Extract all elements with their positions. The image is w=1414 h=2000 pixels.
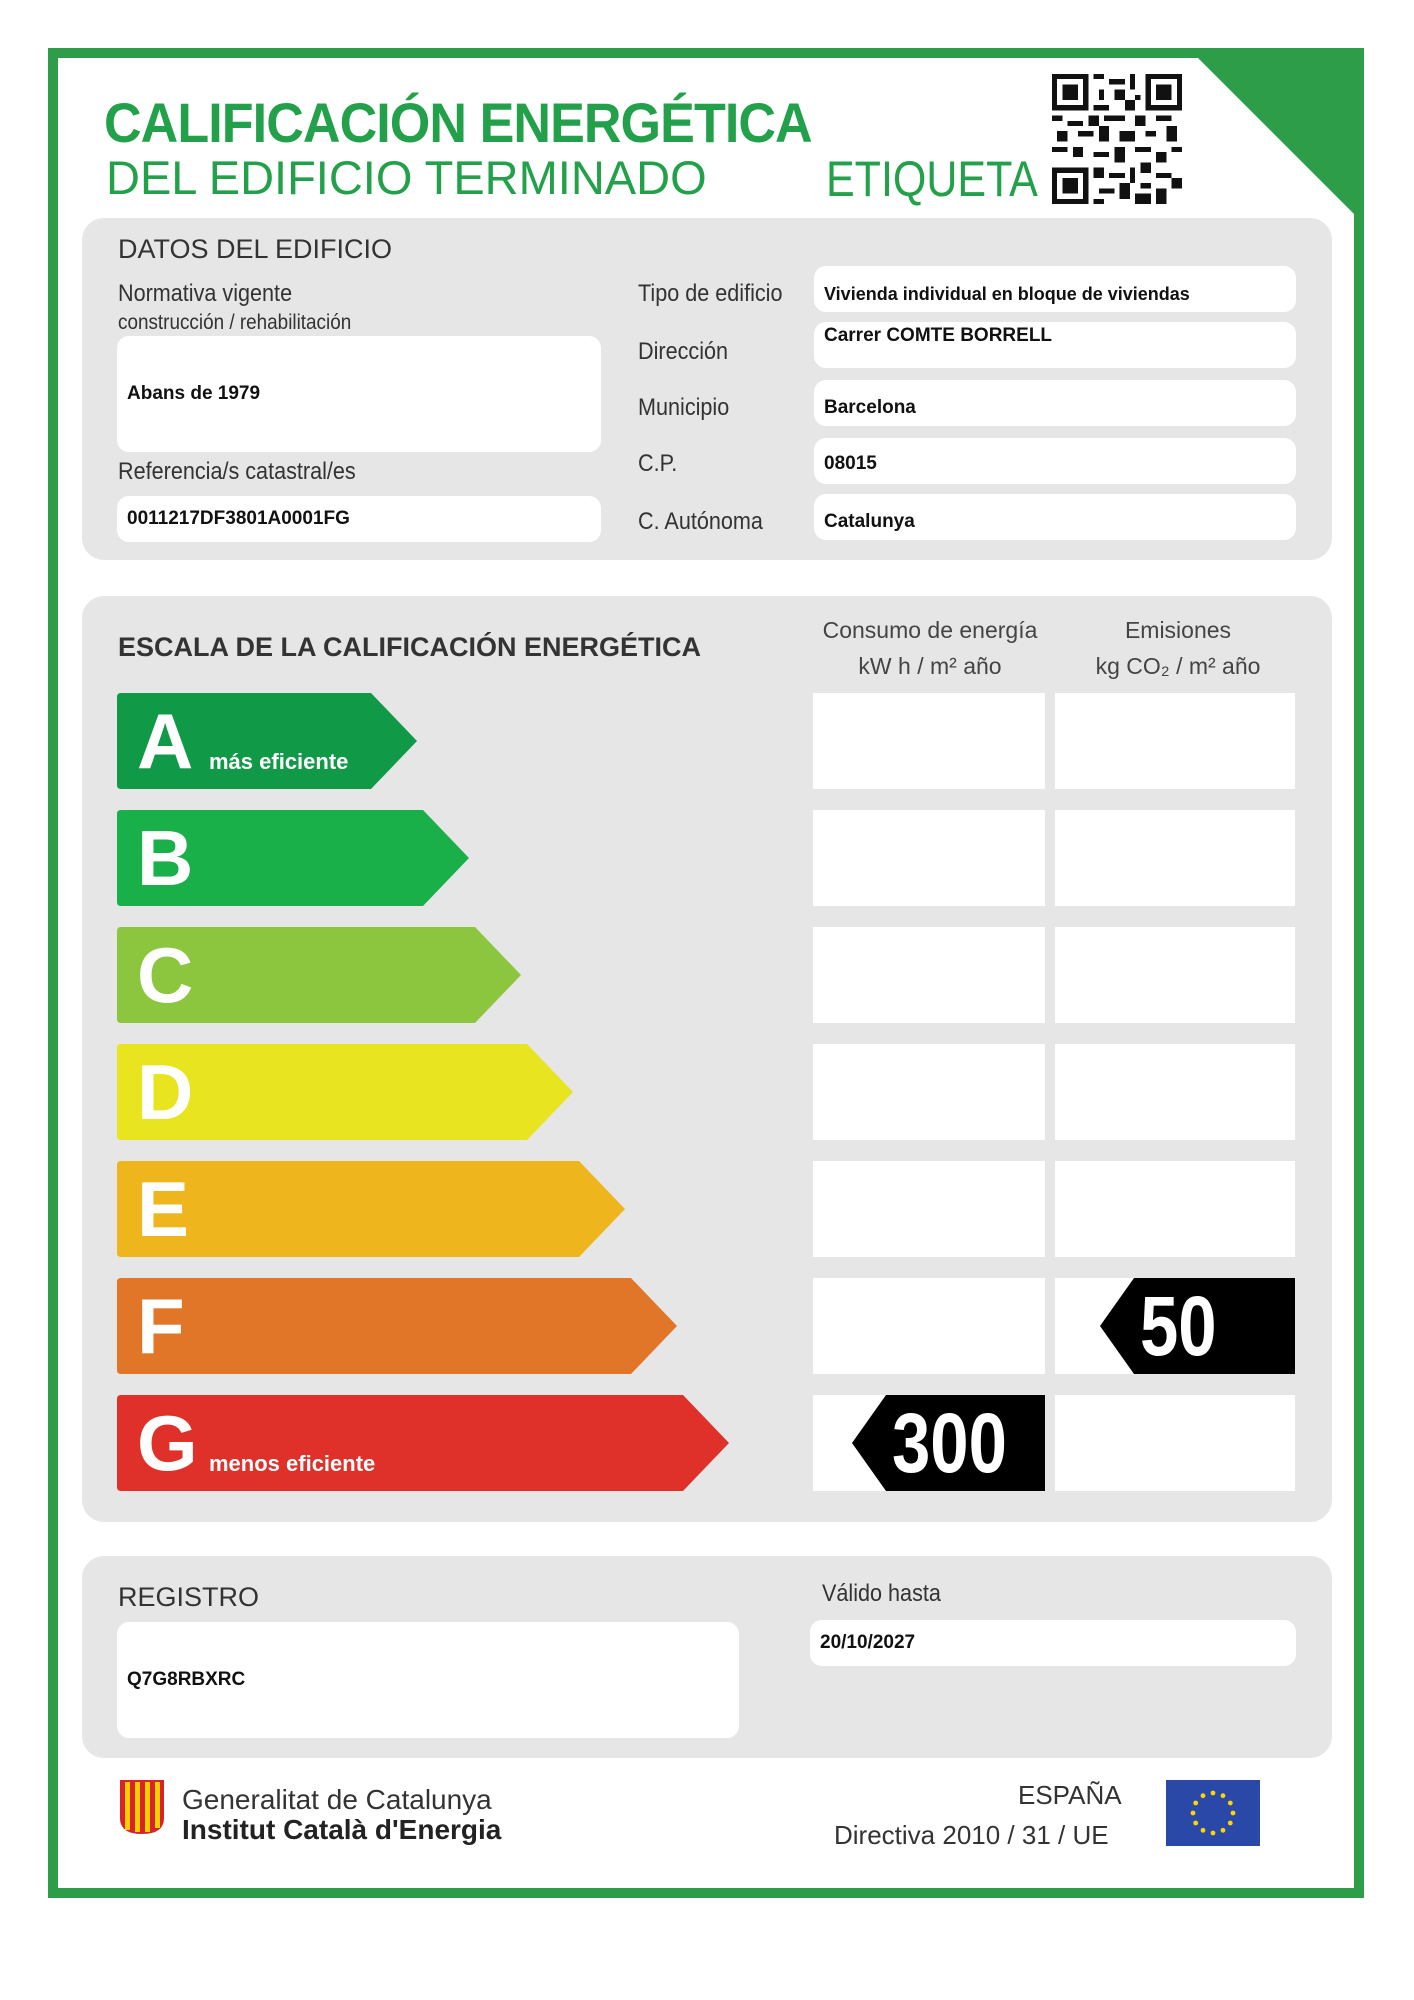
class-sublabel-a: más eficiente (209, 749, 349, 774)
class-bar-c (117, 927, 531, 1023)
class-sublabel-g: menos eficiente (209, 1451, 376, 1476)
consumo-cell-a (813, 693, 1045, 789)
emisiones-cell-b (1055, 810, 1295, 906)
tipo-label: Tipo de edificio (638, 280, 783, 307)
registro-title: REGISTRO (118, 1582, 260, 1612)
class-letter-b: B (137, 814, 194, 902)
consumo-header (800, 612, 1060, 684)
eu-star-icon (1201, 1828, 1206, 1833)
org-generalitat: Generalitat de Catalunya (182, 1784, 492, 1815)
cp-value: 08015 (814, 438, 1296, 484)
eu-star-icon (1221, 1793, 1226, 1798)
country-label: ESPAÑA (1018, 1780, 1122, 1810)
consumo-indicator-value: 300 (892, 1396, 1007, 1490)
eu-star-icon (1191, 1811, 1196, 1816)
class-bar-b (117, 810, 479, 906)
normativa-sublabel: construcción / rehabilitación (118, 311, 352, 334)
municipio-value: Barcelona (814, 380, 1296, 426)
autonoma-value: Catalunya (814, 494, 1296, 540)
energy-scale-title: ESCALA DE LA CALIFICACIÓN ENERGÉTICA (118, 632, 702, 662)
eu-star-icon (1211, 1791, 1216, 1796)
consumo-cell-d (813, 1044, 1045, 1140)
consumo-header-line2: kW h / m² año (858, 653, 1002, 679)
etiqueta-label: ETIQUETA (826, 151, 1038, 207)
class-bar-e (117, 1161, 635, 1257)
emisiones-cell-e (1055, 1161, 1295, 1257)
consumo-cell-f (813, 1278, 1045, 1374)
class-letter-e: E (137, 1165, 190, 1253)
class-bar-g (117, 1395, 739, 1491)
eu-star-icon (1228, 1821, 1233, 1826)
valido-value: 20/10/2027 (810, 1620, 1296, 1666)
class-bar-f (117, 1278, 687, 1374)
building-data-title: DATOS DEL EDIFICIO (118, 234, 393, 264)
class-letter-g: G (137, 1399, 198, 1487)
emisiones-header (1058, 612, 1298, 684)
eu-star-icon (1193, 1821, 1198, 1826)
eu-star-icon (1211, 1831, 1216, 1836)
valido-label: Válido hasta (822, 1580, 941, 1607)
title-line-2: DEL EDIFICIO TERMINADO (106, 151, 707, 204)
consumo-indicator (852, 1395, 1045, 1491)
consumo-cell-b (813, 810, 1045, 906)
normativa-value: Abans de 1979 (117, 336, 601, 452)
emisiones-indicator (1100, 1278, 1295, 1374)
emisiones-cell-g (1055, 1395, 1295, 1491)
registro-value: Q7G8RBXRC (117, 1622, 739, 1738)
corner-triangle (1188, 48, 1364, 224)
consumo-cell-e (813, 1161, 1045, 1257)
class-bar-a (117, 693, 427, 789)
referencia-label: Referencia/s catastral/es (118, 458, 356, 485)
direccion-label: Dirección (638, 338, 729, 365)
cp-label: C.P. (638, 450, 678, 477)
eu-star-icon (1228, 1801, 1233, 1806)
class-letter-f: F (137, 1282, 185, 1370)
referencia-value: 0011217DF3801A0001FG (117, 496, 601, 542)
eu-flag-icon (1166, 1780, 1260, 1846)
eu-star-icon (1201, 1793, 1206, 1798)
title-line-1: CALIFICACIÓN ENERGÉTICA (104, 91, 812, 154)
emisiones-header-line2: kg CO₂ / m² año (1095, 653, 1261, 679)
eu-star-icon (1231, 1811, 1236, 1816)
emisiones-header-line1: Emisiones (1124, 617, 1232, 643)
class-letter-d: D (137, 1048, 194, 1136)
consumo-cell-c (813, 927, 1045, 1023)
direccion-value: Carrer COMTE BORRELL (814, 322, 1296, 368)
emisiones-cell-a (1055, 693, 1295, 789)
org-icaen: Institut Català d'Energia (182, 1814, 502, 1845)
normativa-label: Normativa vigente (118, 280, 293, 307)
emisiones-cell-d (1055, 1044, 1295, 1140)
eu-star-icon (1221, 1828, 1226, 1833)
emisiones-indicator-value: 50 (1140, 1279, 1217, 1373)
directive-label: Directiva 2010 / 31 / UE (834, 1820, 1109, 1850)
qr-code-icon (1052, 74, 1182, 204)
emisiones-cell-c (1055, 927, 1295, 1023)
class-bar-d (117, 1044, 583, 1140)
class-letter-a: A (137, 697, 194, 785)
tipo-value: Vivienda individual en bloque de viviendas (814, 266, 1296, 312)
generalitat-logo-icon (118, 1778, 166, 1836)
class-letter-c: C (137, 931, 194, 1019)
autonoma-label: C. Autónoma (638, 508, 763, 535)
consumo-header-line1: Consumo de energía (822, 617, 1038, 643)
municipio-label: Municipio (638, 394, 730, 421)
eu-star-icon (1193, 1801, 1198, 1806)
